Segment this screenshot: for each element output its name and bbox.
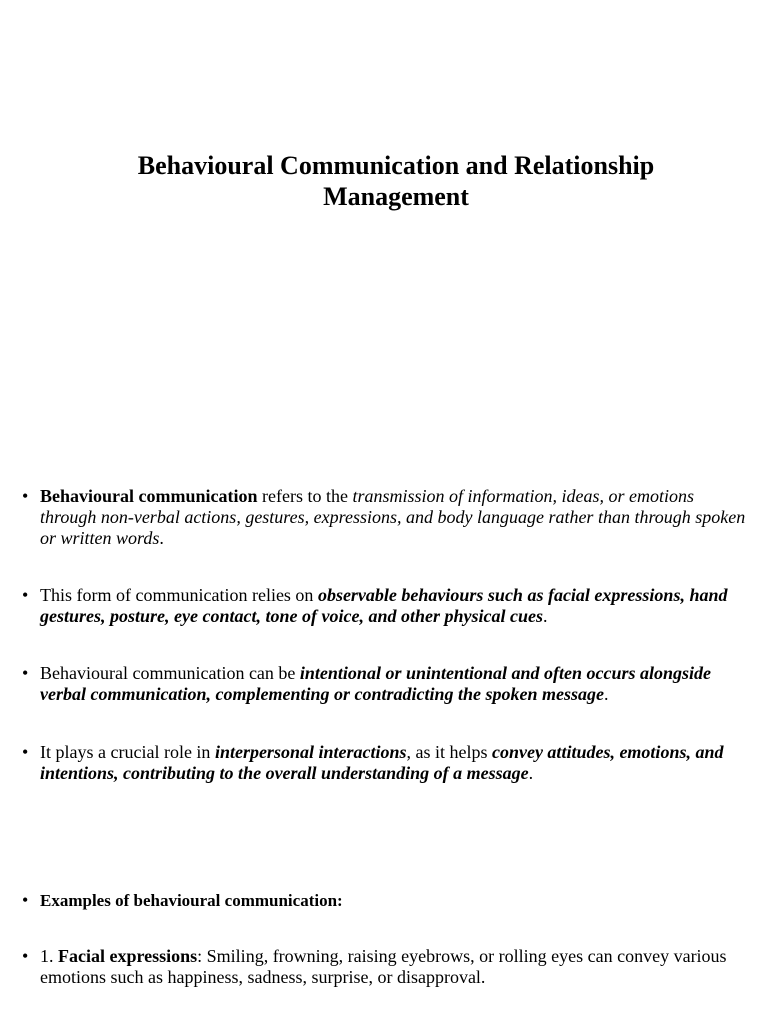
bullet-text (40, 946, 752, 988)
bullet-text-part: convey attitudes, emotions, and intentions, contributing to the overall understanding of a message (40, 742, 724, 783)
bullet-text-part: . (604, 684, 609, 704)
bullet-text-part: observable behaviours such as facial expressions, hand gestures, posture, eye contact, tone of voice, and other physical cues (40, 585, 728, 626)
bullet-dot: • (22, 585, 29, 605)
bullet-dot: • (22, 946, 29, 966)
bullet-text-part: refers to the (257, 486, 353, 506)
bullet-text (40, 486, 752, 549)
bullet-dot: • (22, 486, 29, 506)
title-line-1: Behavioural Communication and Relationship (137, 151, 655, 180)
bullet-text-part: This form of communication relies on (40, 585, 318, 605)
bullet-text-part: . (528, 763, 534, 783)
bullet-item (22, 890, 752, 911)
bullet-dot: • (22, 742, 29, 762)
bullet-text (40, 585, 752, 627)
bullet-text (40, 663, 752, 705)
section-heading (40, 890, 752, 911)
bullet-text-part: , as it helps (406, 742, 492, 762)
bullet-text-part: . (542, 606, 548, 626)
bullet-text (40, 742, 752, 784)
bullet-text-part: interpersonal interactions (214, 742, 407, 762)
bullet-text-part: : Smiling, frowning, raising eyebrows, or rolling eyes can convey various emotions such as happiness, sadness, surprise, or disapproval. (40, 946, 727, 987)
bullet-text-part: Examples of behavioural communication: (40, 891, 343, 910)
bullet-text-part: 1. (40, 946, 58, 966)
bullet-item (22, 742, 752, 784)
bullet-text-part: . (159, 528, 164, 548)
bullet-dot: • (22, 663, 29, 683)
bullet-text-part: transmission of information, ideas, or emotions through non-verbal actions, gestures, expressions, and body language rather than through spoken or written words (40, 486, 746, 548)
bullet-dot: • (22, 890, 29, 910)
bullet-text-part: Behavioural communication can be (40, 663, 300, 683)
page-title (60, 150, 732, 212)
bullet-text-part: Facial expressions (58, 946, 198, 966)
bullet-text-part: Behavioural communication (40, 486, 258, 506)
bullet-item (22, 946, 752, 988)
bullet-text-part: It plays a crucial role in (40, 742, 215, 762)
bullet-item (22, 486, 752, 549)
bullet-item (22, 585, 752, 627)
title-line-2: Management (323, 182, 469, 211)
bullet-text-part: intentional or unintentional and often occurs alongside verbal communication, complementing or contradicting the spoken message (40, 663, 712, 704)
bullet-item (22, 663, 752, 705)
